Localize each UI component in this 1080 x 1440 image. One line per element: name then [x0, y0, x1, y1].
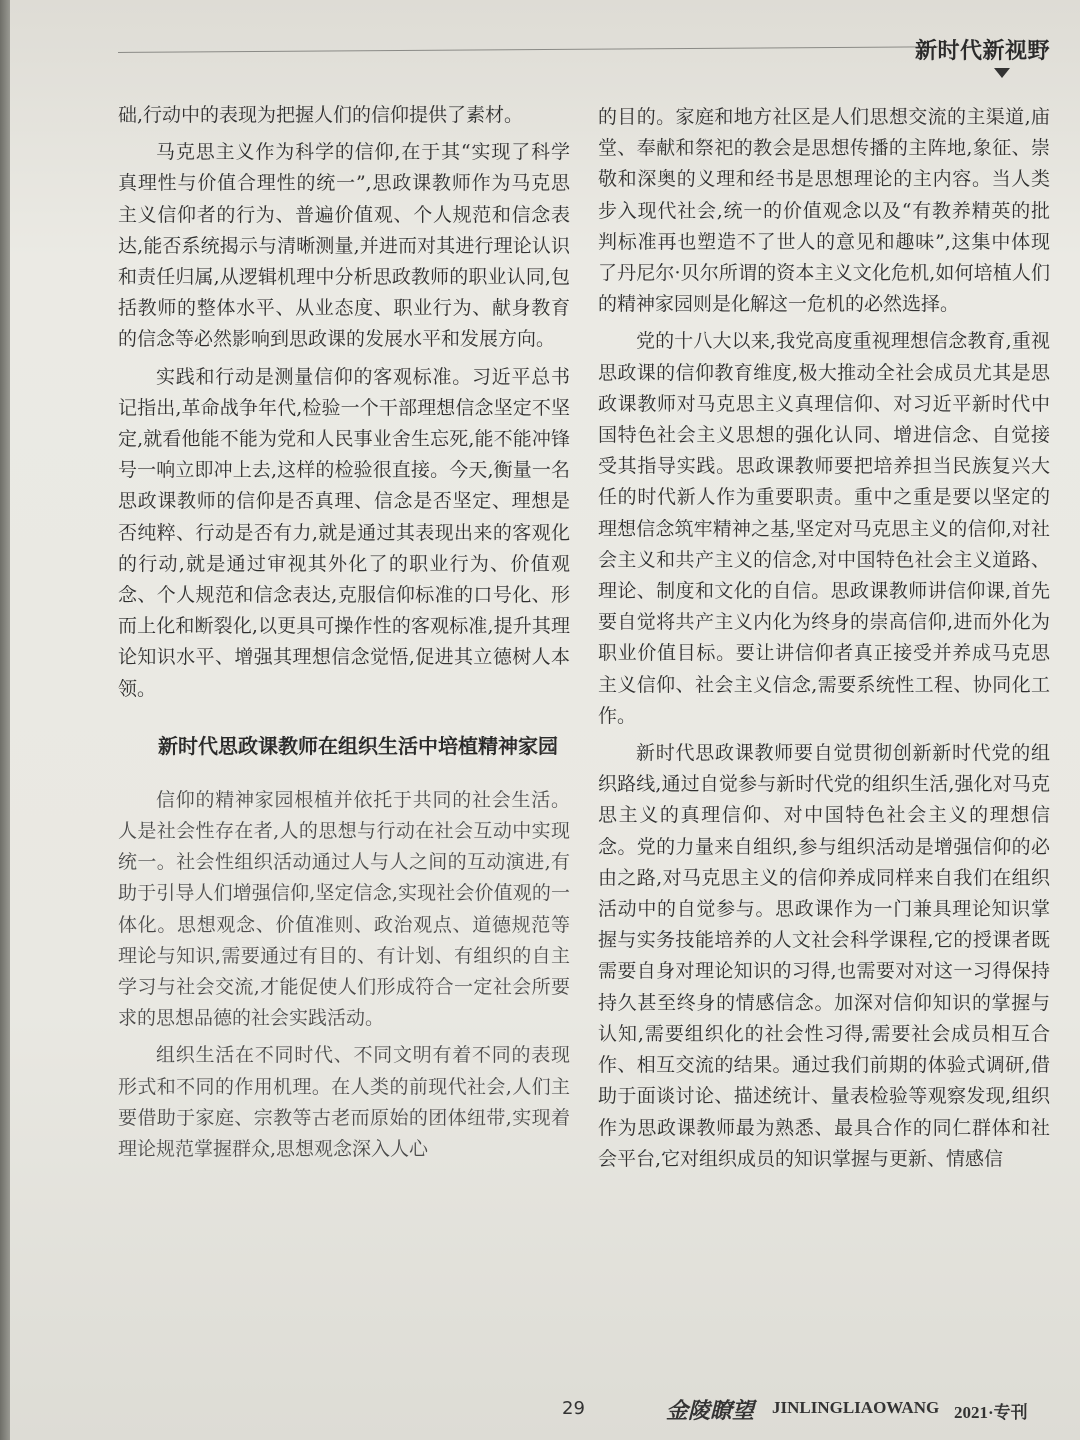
- header-rule: [118, 46, 938, 53]
- journal-logo: 金陵瞭望: [666, 1398, 755, 1424]
- triangle-marker-icon: [994, 68, 1010, 78]
- section-label: 新时代新视野: [914, 39, 1050, 64]
- paragraph: 新时代思政课教师要自觉贯彻创新新时代党的组织路线,通过自觉参与新时代党的组织生活,强化对马克思主义的真理信仰、对中国特色社会主义的理想信念。党的力量来自组织,参与组织活动是增强信仰的必由之路,对马克思主义的信仰养成同样来自我们在组织活动中的自觉参与。思政课作为一门兼具理论知识掌握与实务技能培养的人文社会科学课程,它的授课者既需要自身对理论知识的习得,也需要对对这一习得保持持久甚至终身的情感信念。加深对信仰知识的掌握与认知,需要组织化的社会性习得,需要社会成员相互合作、相互交流的结果。通过我们前期的体验式调研,借助于面谈讨论、描述统计、量表检验等观察发现,组织作为思政课教师最为熟悉、最具合作的同仁群体和社会平台,它对组织成员的知识掌握与更新、情感信: [598, 742, 1050, 1170]
- paragraph: 马克思主义作为科学的信仰,在于其“实现了科学真理性与价值合理性的统一”,思政课教师作为马克思主义信仰者的行为、普遍价值观、个人规范和信念表达,能否系统揭示与清晰测量,并进而对其进行理论认识和责任归属,从逻辑机理中分析思政教师的职业认同,包括教师的整体水平、从业态度、职业行为、献身教育的信念等必然影响到思政课的发展水平和发展方向。: [118, 141, 570, 351]
- paragraph: 础,行动中的表现为把握人们的信仰提供了素材。: [118, 104, 524, 126]
- paragraph: 组织生活在不同时代、不同文明有着不同的表现形式和不同的作用机理。在人类的前现代社会,人们主要借助于家庭、宗教等古老而原始的团体纽带,实现着理论规范掌握群众,思想观念深入人心: [118, 1044, 570, 1161]
- magazine-page: [10, 0, 1080, 1440]
- paragraph: 的目的。家庭和地方社区是人们思想交流的主渠道,庙堂、奉献和祭祀的教会是思想传播的主阵地,象征、崇敬和深奥的义理和经书是思想理论的主内容。当人类步入现代社会,统一的价值观念以及“有教养精英的批判标准再也塑造不了世人的意见和趣味”,这集中体现了丹尼尔·贝尔所谓的资本主义文化危机,如何培植人们的精神家园则是化解这一危机的必然选择。: [598, 106, 1050, 316]
- section-heading: 新时代思政课教师在组织生活中培植精神家园: [158, 733, 558, 758]
- paragraph: 党的十八大以来,我党高度重视理想信念教育,重视思政课的信仰教育维度,极大推动全社会成员尤其是思政课教师对马克思主义真理信仰、对习近平新时代中国特色社会主义思想的强化认同、增进信念、自觉接受其指导实践。思政课教师要把培养担当民族复兴大任的时代新人作为重要职责。重中之重是要以坚定的理想信念筑牢精神之基,坚定对马克思主义的信仰,对社会主义和共产主义的信念,对中国特色社会主义道路、理论、制度和文化的自信。思政课教师讲信仰课,首先要自觉将共产主义内化为终身的崇高信仰,进而外化为职业价值目标。要让讲信仰者真正接受并养成马克思主义信仰、社会主义信念,需要系统性工程、协同化工作。: [598, 330, 1050, 727]
- book-spine-shadow: [0, 0, 10, 1440]
- right-column: [598, 102, 1050, 1175]
- journal-issue: 2021·专刊: [954, 1403, 1028, 1422]
- paragraph: 信仰的精神家园根植并依托于共同的社会生活。人是社会性存在者,人的思想与行动在社会互动中实现统一。社会性组织活动通过人与人之间的互动演进,有助于引导人们增强信仰,坚定信念,实现社会价值观的一体化。思想观念、价值准则、政治观点、道德规范等理论与知识,需要通过有目的、有计划、有组织的自主学习与社会交流,才能促使人们形成符合一定社会所要求的思想品德的社会实践活动。: [118, 788, 570, 1030]
- left-column: [118, 100, 570, 1165]
- journal-name: JINLINGLIAOWANG: [772, 1398, 940, 1417]
- page-number: 29: [562, 1398, 585, 1419]
- paragraph: 实践和行动是测量信仰的客观标准。习近平总书记指出,革命战争年代,检验一个干部理想信念坚定不坚定,就看他能不能为党和人民事业舍生忘死,能不能冲锋号一响立即冲上去,这样的检验很直接。今天,衡量一名思政课教师的信仰是否真理、信念是否坚定、理想是否纯粹、行动是否有力,就是通过其表现出来的客观化的行动,就是通过审视其外化了的职业行为、价值观念、个人规范和信念表达,克服信仰标准的口号化、形而上化和断裂化,以更具可操作性的客观标准,提升其理论知识水平、增强其理想信念觉悟,促进其立德树人本领。: [118, 365, 570, 700]
- page-footer: [10, 1398, 1080, 1428]
